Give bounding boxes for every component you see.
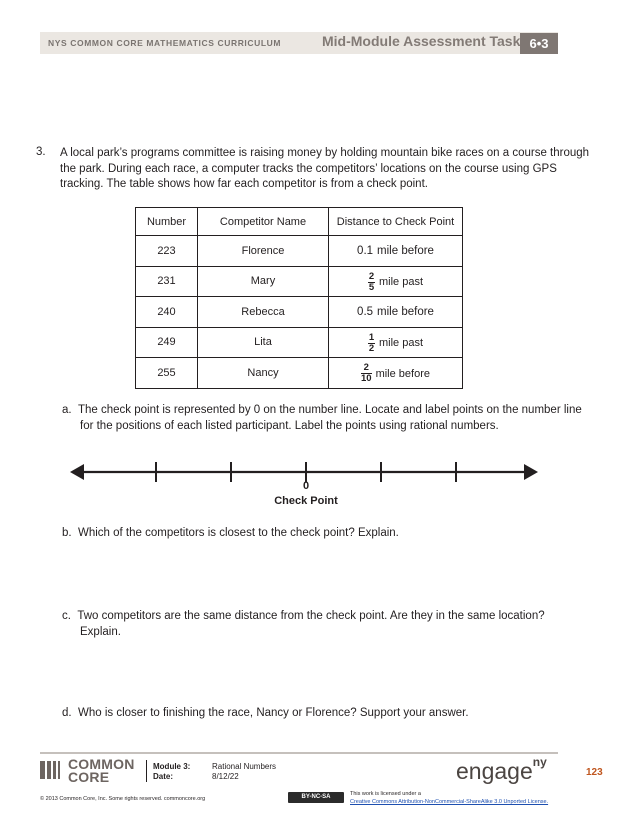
part-d bbox=[62, 706, 469, 722]
problem-text bbox=[60, 146, 590, 193]
module-value: Rational Numbers bbox=[212, 762, 277, 771]
part-label: d. bbox=[62, 707, 72, 719]
grade-module-badge: 6•3 bbox=[520, 33, 558, 54]
table-row bbox=[136, 297, 463, 328]
fraction-denominator: 2 bbox=[368, 342, 375, 354]
license-link[interactable]: Creative Commons Attribution-NonCommercial-ShareAlike 3.0 Unported License. bbox=[350, 799, 549, 805]
table-row bbox=[136, 236, 463, 267]
part-c bbox=[62, 609, 545, 640]
part-label: a. bbox=[62, 404, 72, 416]
common-core-logo-icon bbox=[40, 759, 64, 781]
cc-license-badge: BY-NC-SA bbox=[288, 792, 344, 803]
cell-name: Nancy bbox=[198, 358, 329, 389]
column-header-distance: Distance to Check Point bbox=[329, 208, 463, 236]
fraction bbox=[368, 333, 375, 354]
check-point-caption: Check Point bbox=[274, 495, 338, 507]
part-label: b. bbox=[62, 527, 72, 539]
cell-name: Rebecca bbox=[198, 297, 329, 328]
curriculum-title: NYS COMMON CORE MATHEMATICS CURRICULUM bbox=[48, 38, 282, 48]
table-row bbox=[136, 358, 463, 389]
table-header-row bbox=[136, 208, 463, 236]
footer-separator bbox=[146, 760, 147, 782]
left-arrow-icon bbox=[70, 464, 84, 480]
fraction-numerator: 2 bbox=[368, 270, 375, 282]
cell-distance bbox=[329, 358, 463, 389]
cell-name: Mary bbox=[198, 266, 329, 297]
module-label: Module 3: bbox=[153, 762, 191, 771]
fraction-numerator: 2 bbox=[363, 362, 369, 374]
part-label: c. bbox=[62, 610, 71, 622]
column-header-number: Number bbox=[136, 208, 198, 236]
distance-text: mile past bbox=[378, 337, 424, 350]
part-text: Who is closer to finishing the race, Nancy or Florence? Support your answer. bbox=[77, 707, 469, 719]
distance-text: mile before bbox=[377, 305, 434, 318]
date-label: Date: bbox=[153, 772, 174, 781]
part-text: Two competitors are the same distance from the check point. Are they in the same location? bbox=[77, 610, 545, 622]
part-b bbox=[62, 526, 399, 542]
distance-text: mile past bbox=[378, 276, 424, 289]
license-text: This work is licensed under a bbox=[350, 791, 421, 797]
copyright-notice: © 2013 Common Core, Inc. Some rights reserved. commoncore.org bbox=[40, 796, 206, 802]
cell-name: Florence bbox=[198, 236, 329, 267]
footer-divider bbox=[40, 752, 558, 754]
cell-distance bbox=[329, 297, 463, 328]
footer-labels bbox=[153, 762, 190, 782]
cell-distance bbox=[329, 327, 463, 358]
zero-label: 0 bbox=[302, 480, 310, 492]
problem-number: 3. bbox=[36, 146, 46, 158]
common-core-logo-text: COMMON CORE bbox=[68, 756, 135, 785]
page-number: 123 bbox=[586, 767, 603, 778]
cell-number: 240 bbox=[136, 297, 198, 328]
fraction-denominator: 5 bbox=[368, 281, 375, 293]
footer-values bbox=[212, 762, 276, 782]
fraction bbox=[368, 272, 375, 293]
fraction-denominator: 10 bbox=[361, 373, 372, 385]
competitor-table bbox=[135, 207, 463, 389]
cell-number: 231 bbox=[136, 266, 198, 297]
distance-text: mile before bbox=[375, 367, 430, 380]
part-text: Which of the competitors is closest to the check point? Explain. bbox=[77, 527, 399, 539]
right-arrow-icon bbox=[524, 464, 538, 480]
distance-value: 0.1 bbox=[357, 244, 374, 257]
part-text: Explain. bbox=[80, 625, 121, 638]
fraction-numerator: 1 bbox=[368, 331, 375, 343]
assessment-task-title: Mid-Module Assessment Task bbox=[322, 33, 521, 49]
distance-text: mile before bbox=[377, 244, 434, 257]
cell-distance bbox=[329, 236, 463, 267]
table-row bbox=[136, 266, 463, 297]
part-text: for the positions of each listed participant. Label the points using rational numbers. bbox=[80, 419, 499, 432]
part-a bbox=[62, 403, 582, 434]
problem-line: tracking. The table shows how far each competitor is from a check point. bbox=[60, 178, 428, 190]
table-row bbox=[136, 327, 463, 358]
cell-name: Lita bbox=[198, 327, 329, 358]
part-text: The check point is represented by 0 on the number line. Locate and label points on the number line bbox=[77, 404, 582, 416]
fraction bbox=[361, 363, 372, 384]
date-value: 8/12/22 bbox=[212, 772, 239, 781]
engageny-logo: engage$^{ny}$ bbox=[456, 755, 547, 784]
column-header-name: Competitor Name bbox=[198, 208, 329, 236]
cell-distance bbox=[329, 266, 463, 297]
cell-number: 249 bbox=[136, 327, 198, 358]
cell-number: 223 bbox=[136, 236, 198, 267]
distance-value: 0.5 bbox=[357, 305, 374, 318]
cell-number: 255 bbox=[136, 358, 198, 389]
problem-line: the park. During each race, a computer tracks the competitors’ locations on the course using GPS bbox=[60, 162, 557, 175]
problem-line: A local park’s programs committee is raising money by holding mountain bike races on a course through bbox=[60, 147, 590, 159]
